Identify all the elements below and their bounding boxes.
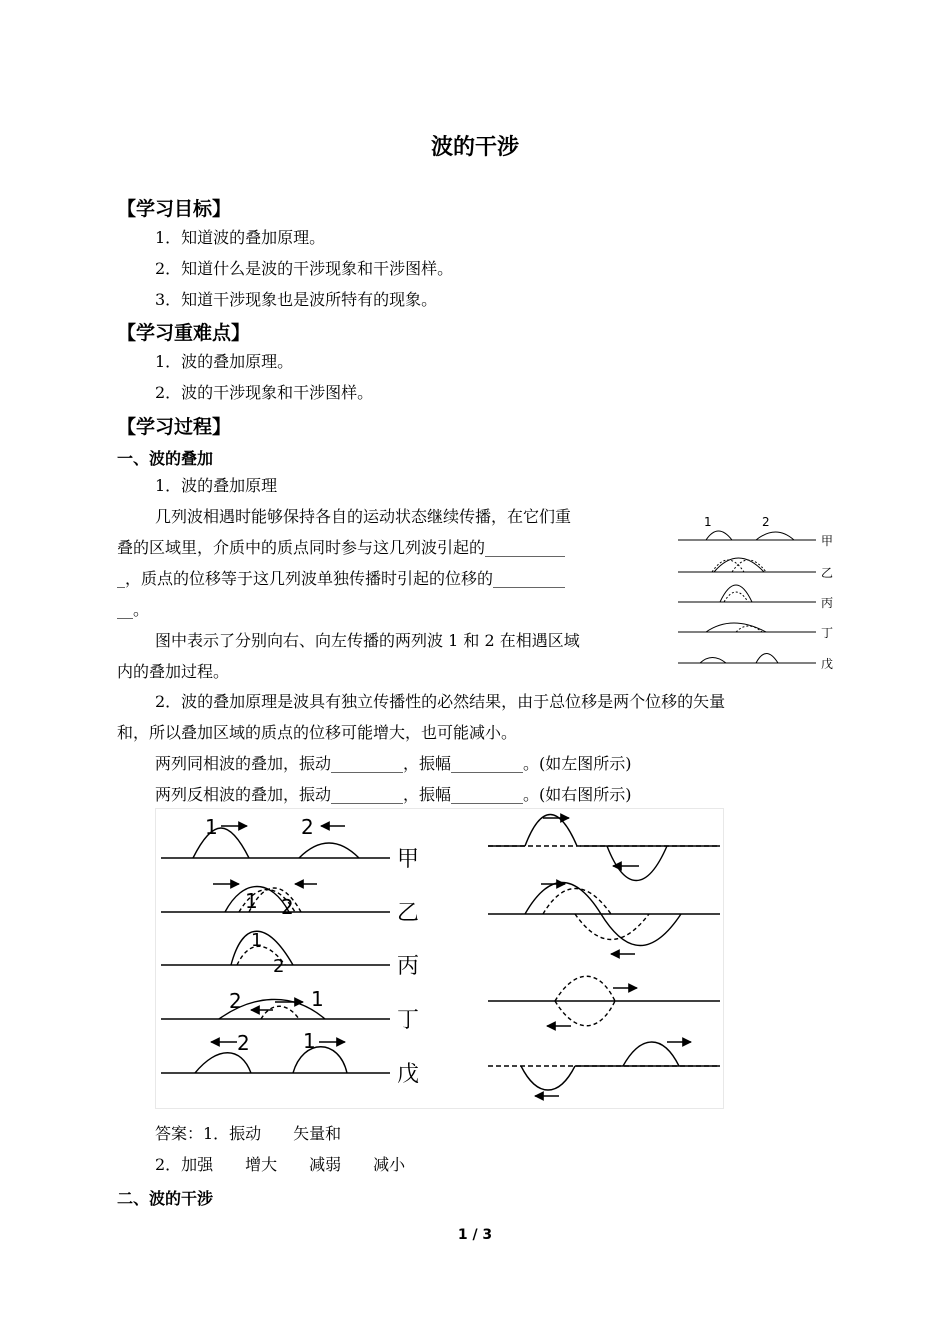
para3-line: 2．波的叠加原理是波具有独立传播性的必然结果，由于总位移是两个位移的矢量 (155, 692, 726, 711)
answer-line-2: 2．加强 增大 减弱 减小 (155, 1155, 406, 1174)
para1-line: __。 (117, 600, 150, 619)
wave-label-2: 2 (237, 1031, 250, 1055)
key-item: 2．波的干涉现象和干涉图样。 (155, 383, 374, 402)
row-label: 乙 (397, 901, 420, 926)
answer-line-1: 答案：1．振动 矢量和 (155, 1124, 342, 1143)
para1-line: _，质点的位移等于这几列波单独传播时引起的位移的_________ (117, 569, 566, 588)
goal-item: 2．知道什么是波的干涉现象和干涉图样。 (155, 259, 454, 278)
wave-label-2: 2 (301, 815, 314, 839)
para2-line: 图中表示了分别向右、向左传播的两列波 1 和 2 在相遇区域 (155, 631, 580, 650)
row-label: 丙 (821, 596, 834, 610)
row-label: 甲 (821, 534, 834, 548)
wave-label-2: 2 (762, 515, 770, 529)
wave-label-1: 1 (251, 930, 263, 951)
wave-label-1: 1 (311, 987, 324, 1011)
section-process: 【学习过程】 (117, 416, 232, 438)
opposite-phase-line: 两列反相波的叠加，振动_________，振幅_________。(如右图所示) (155, 785, 632, 804)
row-label: 戊 (397, 1062, 420, 1087)
wave-label-2: 2 (229, 989, 242, 1013)
part2-title: 二、波的干涉 (117, 1189, 214, 1208)
wave-label-1: 1 (303, 1029, 316, 1053)
row-label: 戊 (821, 657, 834, 671)
row-label: 丁 (397, 1008, 420, 1033)
para1-line: 叠的区域里，介质中的质点同时参与这几列波引起的__________ (117, 538, 566, 557)
wave-label-1: 1 (704, 515, 712, 529)
wave-label-1: 1 (245, 889, 258, 913)
part1-subtitle: 1．波的叠加原理 (155, 476, 278, 495)
page-title: 波的干涉 (430, 135, 519, 160)
row-label: 丁 (821, 626, 834, 640)
superposition-figure (155, 808, 725, 1110)
small-superposition-figure (676, 510, 836, 680)
row-label: 甲 (397, 847, 420, 872)
page-number: 1 / 3 (457, 1227, 493, 1243)
same-phase-line: 两列同相波的叠加，振动_________，振幅_________。(如左图所示) (155, 754, 632, 773)
wave-label-1: 1 (205, 815, 218, 839)
para2-line: 内的叠加过程。 (117, 662, 230, 681)
section-keys: 【学习重难点】 (117, 322, 251, 344)
para1-line: 几列波相遇时能够保持各自的运动状态继续传播，在它们重 (155, 507, 572, 526)
wave-label-2: 2 (273, 956, 285, 977)
goal-item: 1．知道波的叠加原理。 (155, 228, 326, 247)
para3-line: 和，所以叠加区域的质点的位移可能增大，也可能减小。 (117, 723, 518, 742)
part1-title: 一、波的叠加 (117, 449, 214, 468)
row-label: 丙 (397, 954, 420, 979)
row-label: 乙 (821, 566, 834, 580)
section-goals: 【学习目标】 (117, 198, 232, 220)
goal-item: 3．知道干涉现象也是波所特有的现象。 (155, 290, 438, 309)
key-item: 1．波的叠加原理。 (155, 352, 294, 371)
wave-label-2: 2 (281, 895, 294, 919)
